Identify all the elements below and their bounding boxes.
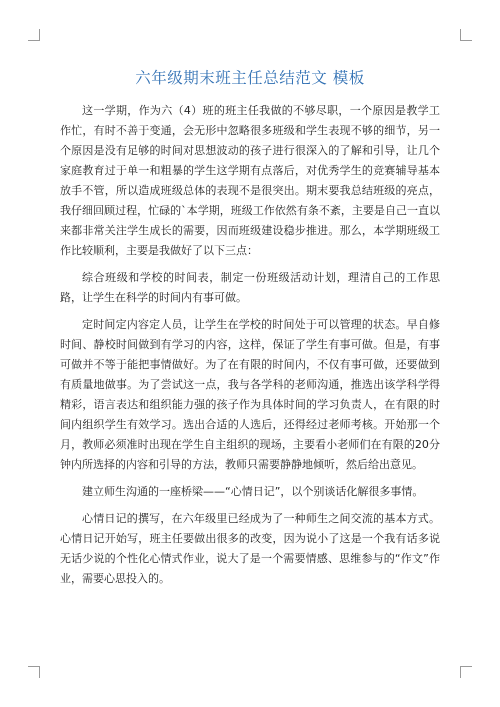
crop-mark-top-right-v [460,29,461,41]
crop-mark-bottom-right-h [460,666,472,667]
crop-mark-bottom-left-v [39,666,40,678]
crop-mark-top-right-h [460,40,472,41]
paragraph-intro: 这一学期，作为六（4）班的班主任我做的不够尽职，一个原因是教学工作忙，有时不善于变通，会无形中忽略很多班级和学生表现不够的细节，另一个原因是没有足够的时间对思想波动的孩子进行很深入的了解和引导，让几个家庭教育过于单一和粗暴的学生这学期有点落后，对优秀学生的竞赛辅导基本放手不管，所以造成班级总体的表现不是很突出。期末要我总结班级的亮点，我仔细回顾过程，忙碌的`本学期，班级工作依然有条不紊，主要是自己一直以来都非常关注学生成长的需要，因而班级建设稳步推进。那么，本学期班级工作比较顺利，主要是我做好了以下三点： [60,104,440,257]
document-title: 六年级期末班主任总结范文 模板 [135,69,365,87]
paragraph-schedule: 定时间定内容定人员，让学生在学校的时间处于可以管理的状态。早自修时间、静校时间做到有学习的内容，这样，保证了学生有事可做。但是，有事可做并不等于能把事情做好。为了在有限的时间内，不仅有事可做，还要做到有质量地做事。为了尝试这一点，我与各学科的老师沟通，推选出该学科学得精彩，语言表达和组织能力强的孩子作为具体时间的学习负责人，在有限的时间内组织学生有效学习。选出合适的人选后，还得经过老师考核。开始那一个月，教师必须准时出现在学生自主组织的现场，主要看小老师们在有限的20分钟内所选择的内容和引导的方法，教师只需要静静地倾听，然后给出意见。 [60,318,440,471]
paragraph-bridge: 建立师生沟通的一座桥梁——“心情日记”，以个别谈话化解很多事情。 [82,485,424,498]
crop-mark-bottom-right-v [460,666,461,678]
crop-mark-top-left-v [39,29,40,41]
document-body [60,101,440,589]
paragraph-plan: 综合班级和学校的时间表，制定一份班级活动计划，理清自己的工作思路，让学生在科学的时间内有事可做。 [60,271,440,304]
paragraph-diary: 心情日记的撰写，在六年级里已经成为了一种师生之间交流的基本方式。心情日记开始写，班主任要做出很多的改变，因为说小了这是一个我有话多说无话少说的个性化心情式作业，说大了是一个需要情感、思维参与的“作文”作业，需要心思投入的。 [60,512,440,585]
